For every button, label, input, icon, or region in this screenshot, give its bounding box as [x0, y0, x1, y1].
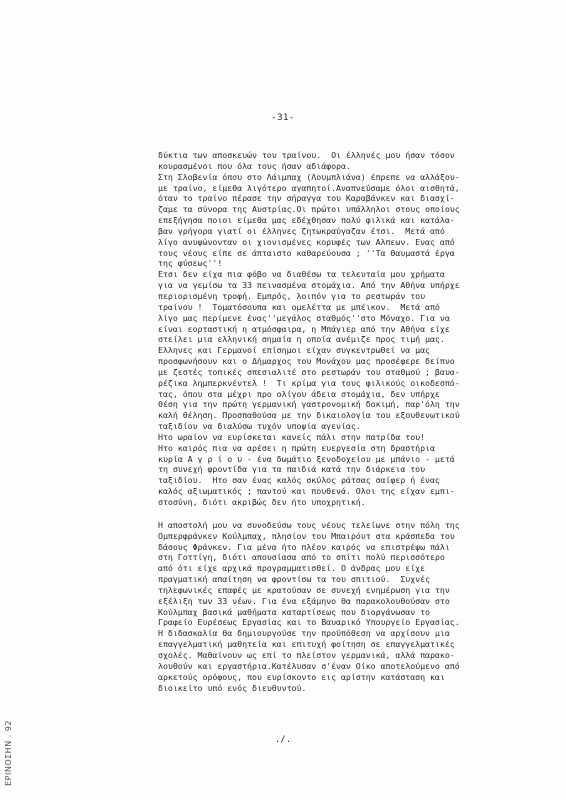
text-line: κουρασμένοι που όλα τους ήσαν αδιάφορα. — [158, 160, 351, 171]
text-line: Ητο ωραίον να ευρίσκεται κανείς πάλι στην πατρίδα του! — [158, 431, 426, 442]
text-line: με ζεστές τοπικές σπεσιαλιτέ στο ρεστωράν του σταθμού ; βαυα- — [158, 366, 460, 377]
text-line: εξέλιξη των 33 νέων. Για ένα εξάμηνο θα παρακολουθούσαν στο — [158, 595, 450, 606]
text-line: ταξιδίου να διαλύσω τυχόν υποψία αγενίας. — [158, 421, 361, 432]
text-line: τηλεφωνικές επαφές με κρατούσαν σε συνεχή ενημέρωση για την — [158, 584, 450, 595]
margin-handwritten-note — [4, 720, 18, 795]
body-text — [158, 150, 558, 693]
text-line: λίγο μας περίμενε ένας''μεγάλος σταθμός''στο Μόναχο. Για να — [158, 312, 450, 323]
text-line: πραγματική απαίτηση να φροντίσω τα του σπιτιού. Συχνές — [158, 574, 430, 585]
continuation-mark: ./. — [274, 735, 292, 745]
text-line: στοσύνη, διότι ακριβώς δεν ήτο υποχρητική. — [158, 497, 366, 507]
text-line: Η διδασκαλία θα δημιουργούσε την προϋπόθεση να αρχίσουν μια — [158, 628, 450, 639]
text-line: Κούλμπαχ βασικά μαθήματα καταρτίσεως που διοργάνωσαν το — [158, 606, 430, 617]
text-line: κυρία Α γ ρ ί ο υ - ένα δωμάτιο ξενοδοχείου με μπάνιο - μετά — [158, 453, 455, 464]
margin-note-text: ΕΡΙΝΟΣΗΝ . 92 — [4, 720, 13, 786]
text-line: αρκετούς ορόφους, που ευρίσκοντο εις αρίστην κατάσταση και — [158, 671, 445, 682]
text-line: Ετσι δεν είχα πια φόβο να διαθέσω τα τελευταία μου χρήματα — [158, 269, 445, 280]
text-line: ταξιδίου. Ητο σαν ένας καλός σκύλος ράτσας σαίφερ ή ένας — [158, 475, 440, 486]
text-line: περιορισμένη τροφή. Εμπρός, λοιπόν για το ρεστωράν του — [158, 290, 426, 301]
text-line: Γραφείο Ευρέσεως Εργασίας και το Βαυαρικό Υπουργείο Εργασίας. — [158, 617, 460, 628]
text-line: δύκτια των αποσκευών του τραίνου. Οι έλληνές μου ήσαν τόσον — [158, 150, 455, 160]
text-line: της φύσεως''! — [158, 258, 223, 269]
text-line: σχολές. Μαθαίνουν ως επί το πλείστον γερμανικά, αλλά παρακο- — [158, 649, 455, 660]
text-line: Ελληνες και Γερμανοί επίσημοι είχαν συγκεντρωθεί να μας — [158, 345, 430, 356]
text-line: ζαμε τα σύνορα της Αυστρίας.Οι πρώτοι υπάλληλοι στους οποίους — [158, 204, 460, 215]
text-line: βαν γρήγορα γιατί οι έλληνες ζητωκραύγαζαν έτσι. Μετά από — [158, 225, 445, 236]
text-line: στείλει μια ελληνική σημαία η οποία ανέμιζε προς τιμή μας. — [158, 334, 445, 345]
text-line: τους νέους είπε σε άπταιστο καθαρεύουσα ; ''Τα θαυμαστά έργα — [158, 247, 455, 258]
text-line: από ότι είχε αρχικά προγραμματισθεί. Ο άνδρας μου είχε — [158, 563, 426, 574]
text-line: επεξήγησα ποιοι είμεθα μας εδέχθησαν πολύ φιλικά και κατάλα- — [158, 215, 455, 226]
text-line: με τραίνο, είμεθα λιγότερο αγαπητοί.Αναπνεύσαμε όλοι αισθητά, — [158, 182, 460, 193]
text-line: στη Γοττίγη, διότι απουσίασα από το σπίτι πολύ περισσότερο — [158, 552, 445, 563]
text-line: προσφωνήσουν και ο Δήμαρχος του Μονάχου μας προσέφερε δείπνο — [158, 356, 455, 367]
paragraph-1 — [158, 150, 558, 508]
text-line: ρέζικα λημπερκνέντελ ! Τι κρίμα για τους φιλικούς οικοδεσπό- — [158, 377, 460, 388]
text-line: Ομπερφράνκεν Κούλμπαχ, πλησίον του Μπαιρόυτ στα κράσπεδα του — [158, 530, 455, 541]
text-line: όταν το τραίνο πέρασε την σήραγγα του Καραβάνκεν και διασχί- — [158, 193, 455, 204]
text-line: Στη Σλοβενία όπου στο Λάιμπαχ (Λουμπλιάνα) έπρεπε να αλλάξου- — [158, 171, 460, 182]
text-line: δάσους Φράνκεν. Για μένα ήτο πλέον καιρός να επιστρέψω πάλι — [158, 541, 450, 552]
paragraph-2 — [158, 520, 558, 694]
text-line: τραίνου ! Τοματόσουπα και ομελέττα με μπέικον. Μετά από — [158, 301, 440, 312]
text-line: τας, όπου στα μέχρι προ ολίγου άδεια στομάχια, δεν υπήρχε — [158, 388, 440, 399]
text-line: είναι εορταστική η ατμόσφαιρα, η Μπάγιερ από την Αθήνα είχε — [158, 323, 450, 334]
text-line: διοικείτο υπό ενός διευθυντού. — [158, 682, 307, 693]
text-line: επαγγελματική μαθητεία και επιτυχή φοίτηση σε επαγγελματικές — [158, 639, 455, 650]
text-line: καλός αξιωματικός ; παντού και πουθενά. Ολοι της είχαν εμπι- — [158, 486, 455, 497]
text-line: για να γεμίσω τα 33 πεινασμένα στομάχια. Από την Αθήνα υπήρχε — [158, 280, 460, 291]
text-line: Ητο καιρός πια να αρέσει η πρώτη ευεργεσία στη δραστήρια — [158, 442, 435, 453]
text-line: λουθούν και εργαστήρια.Κατέλυσαν σ'έναν Οίκο αποτελούμενο από — [158, 660, 460, 671]
page-number: -31- — [271, 113, 295, 123]
text-line: καλή θέληση. Προσπαθούσα με την δικαιολογία του εξουθενωτικού — [158, 410, 460, 421]
text-line: τη συνεχή φροντίδα για τα παιδιά κατά την διάρκεια του — [158, 464, 426, 475]
text-line: λίγο ανυψώνονταν οι χιονισμένες κορυφές των Αλπεων. Ενας από — [158, 236, 455, 247]
text-line: Η αποστολή μου να συνοδεύσω τους νέους τελείωνε στην πόλη της — [158, 519, 460, 530]
text-line: θέση για την πρώτη γερμανική γαστρονομική δοκιμή, παρ'όλη την — [158, 399, 460, 410]
